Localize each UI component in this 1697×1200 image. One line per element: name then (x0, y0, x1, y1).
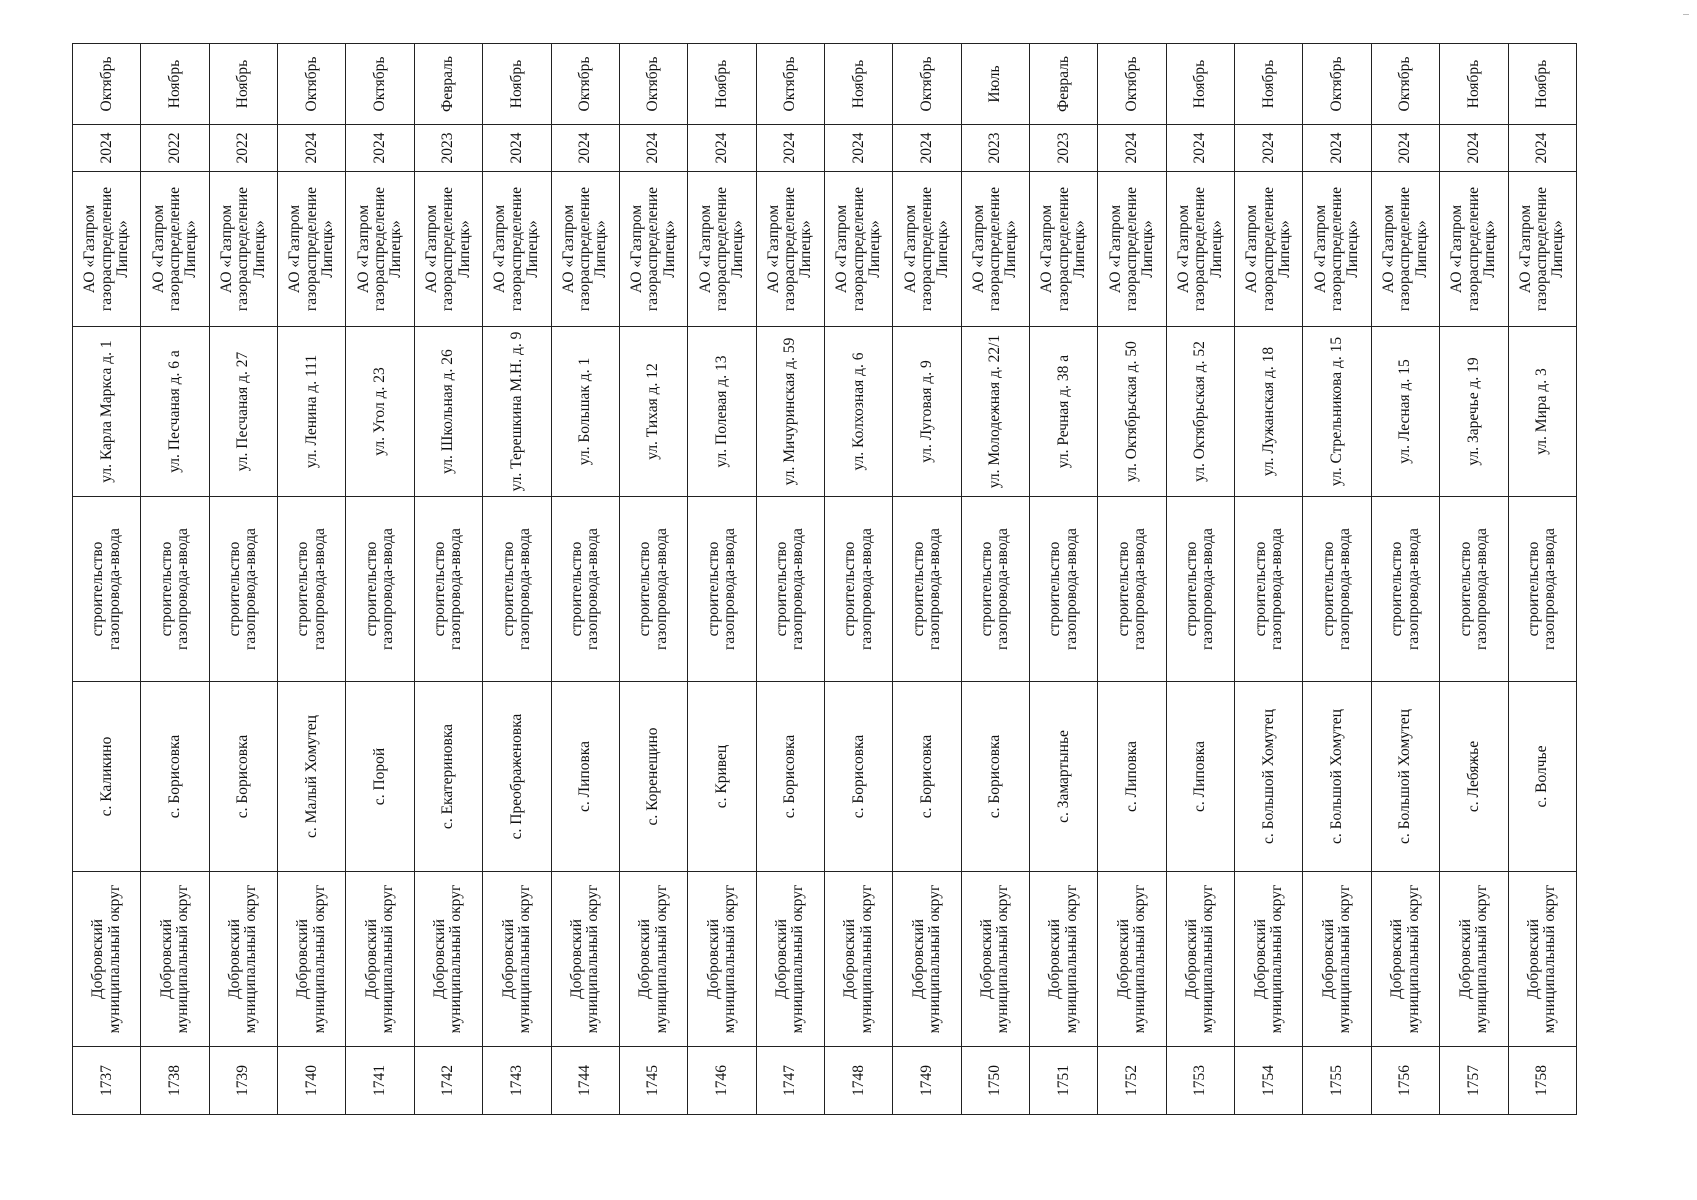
table-row (141, 44, 209, 1115)
address-cell: ул. Лесная д. 15 (1371, 327, 1439, 497)
table-row (1235, 44, 1303, 1115)
month-cell: Ноябрь (483, 44, 551, 125)
organization-cell: АО «Газпром газораспределение Липецк» (141, 172, 209, 327)
village-cell: с. Екатериновка (414, 682, 482, 872)
organization-cell: АО «Газпром газораспределение Липецк» (346, 172, 414, 327)
table-row (1098, 44, 1166, 1115)
village-cell: с. Большой Хомутец (1303, 682, 1371, 872)
work-type-cell: строительство газопровода-ввода (619, 497, 687, 682)
organization-cell: АО «Газпром газораспределение Липецк» (73, 172, 141, 327)
work-type-cell: строительство газопровода-ввода (1098, 497, 1166, 682)
village-cell: с. Борисовка (961, 682, 1029, 872)
district-cell: Добровский муниципальный округ (1508, 872, 1576, 1047)
month-cell: Ноябрь (1440, 44, 1508, 125)
address-cell: ул. Луговая д. 9 (893, 327, 961, 497)
district-cell: Добровский муниципальный округ (1235, 872, 1303, 1047)
table-row (1030, 44, 1098, 1115)
village-cell: с. Липовка (1166, 682, 1234, 872)
table-row (346, 44, 414, 1115)
work-type-cell: строительство газопровода-ввода (1235, 497, 1303, 682)
work-type-cell: строительство газопровода-ввода (73, 497, 141, 682)
address-cell: ул. Карла Маркса д. 1 (73, 327, 141, 497)
work-type-cell: строительство газопровода-ввода (961, 497, 1029, 682)
district-cell: Добровский муниципальный округ (551, 872, 619, 1047)
village-cell: с. Малый Хомутец (278, 682, 346, 872)
work-type-cell: строительство газопровода-ввода (1030, 497, 1098, 682)
district-cell: Добровский муниципальный округ (824, 872, 892, 1047)
address-cell: ул. Октябрьская д. 50 (1098, 327, 1166, 497)
address-cell: ул. Колхозная д. 6 (824, 327, 892, 497)
row-number-cell: 1740 (278, 1047, 346, 1115)
district-cell: Добровский муниципальный округ (619, 872, 687, 1047)
row-number-cell: 1744 (551, 1047, 619, 1115)
organization-cell: АО «Газпром газораспределение Липецк» (756, 172, 824, 327)
work-type-cell: строительство газопровода-ввода (141, 497, 209, 682)
address-cell: ул. Молодежная д. 22/1 (961, 327, 1029, 497)
row-number-cell: 1752 (1098, 1047, 1166, 1115)
address-cell: ул. Школьная д. 26 (414, 327, 482, 497)
village-cell: с. Борисовка (141, 682, 209, 872)
row-number-cell: 1750 (961, 1047, 1029, 1115)
district-cell: Добровский муниципальный округ (1098, 872, 1166, 1047)
year-cell: 2024 (824, 125, 892, 172)
month-cell: Ноябрь (688, 44, 756, 125)
table-row (824, 44, 892, 1115)
table-row (414, 44, 482, 1115)
address-cell: ул. Ленина д. 111 (278, 327, 346, 497)
address-cell: ул. Полевая д. 13 (688, 327, 756, 497)
village-cell: с. Борисовка (824, 682, 892, 872)
year-cell: 2023 (961, 125, 1029, 172)
table-row (1303, 44, 1371, 1115)
table-row (551, 44, 619, 1115)
year-cell: 2024 (1098, 125, 1166, 172)
district-cell: Добровский муниципальный округ (1440, 872, 1508, 1047)
month-cell: Октябрь (346, 44, 414, 125)
organization-cell: АО «Газпром газораспределение Липецк» (1508, 172, 1576, 327)
row-number-cell: 1738 (141, 1047, 209, 1115)
month-cell: Ноябрь (824, 44, 892, 125)
work-type-cell: строительство газопровода-ввода (209, 497, 277, 682)
year-cell: 2023 (414, 125, 482, 172)
work-type-cell: строительство газопровода-ввода (278, 497, 346, 682)
work-type-cell: строительство газопровода-ввода (1303, 497, 1371, 682)
village-cell: с. Преображеновка (483, 682, 551, 872)
work-type-cell: строительство газопровода-ввода (1508, 497, 1576, 682)
village-cell: с. Большой Хомутец (1371, 682, 1439, 872)
district-cell: Добровский муниципальный округ (141, 872, 209, 1047)
row-number-cell: 1754 (1235, 1047, 1303, 1115)
district-cell: Добровский муниципальный округ (73, 872, 141, 1047)
year-cell: 2024 (1166, 125, 1234, 172)
month-cell: Июль (961, 44, 1029, 125)
year-cell: 2024 (73, 125, 141, 172)
address-cell: ул. Терешкина М.Н. д. 9 (483, 327, 551, 497)
table-row (209, 44, 277, 1115)
table-row (1440, 44, 1508, 1115)
district-cell: Добровский муниципальный округ (483, 872, 551, 1047)
district-cell: Добровский муниципальный округ (1371, 872, 1439, 1047)
organization-cell: АО «Газпром газораспределение Липецк» (1030, 172, 1098, 327)
address-cell: ул. Мира д. 3 (1508, 327, 1576, 497)
gas-connection-table (72, 43, 1577, 1115)
row-number-cell: 1753 (1166, 1047, 1234, 1115)
work-type-cell: строительство газопровода-ввода (551, 497, 619, 682)
row-number-cell: 1749 (893, 1047, 961, 1115)
table-row (688, 44, 756, 1115)
work-type-cell: строительство газопровода-ввода (1166, 497, 1234, 682)
organization-cell: АО «Газпром газораспределение Липецк» (619, 172, 687, 327)
organization-cell: АО «Газпром газораспределение Липецк» (1098, 172, 1166, 327)
district-cell: Добровский муниципальный округ (1166, 872, 1234, 1047)
organization-cell: АО «Газпром газораспределение Липецк» (1303, 172, 1371, 327)
year-cell: 2024 (1508, 125, 1576, 172)
district-cell: Добровский муниципальный округ (1030, 872, 1098, 1047)
village-cell: с. Порой (346, 682, 414, 872)
month-cell: Октябрь (893, 44, 961, 125)
table-row (483, 44, 551, 1115)
organization-cell: АО «Газпром газораспределение Липецк» (483, 172, 551, 327)
work-type-cell: строительство газопровода-ввода (414, 497, 482, 682)
year-cell: 2024 (1303, 125, 1371, 172)
address-cell: ул. Лужанская д. 18 (1235, 327, 1303, 497)
year-cell: 2024 (619, 125, 687, 172)
organization-cell: АО «Газпром газораспределение Липецк» (1440, 172, 1508, 327)
month-cell: Ноябрь (1235, 44, 1303, 125)
table-row (73, 44, 141, 1115)
table-body (73, 44, 1577, 1115)
row-number-cell: 1739 (209, 1047, 277, 1115)
row-number-cell: 1742 (414, 1047, 482, 1115)
village-cell: с. Борисовка (209, 682, 277, 872)
row-number-cell: 1746 (688, 1047, 756, 1115)
year-cell: 2024 (278, 125, 346, 172)
month-cell: Ноябрь (209, 44, 277, 125)
year-cell: 2022 (141, 125, 209, 172)
table-row (1166, 44, 1234, 1115)
month-cell: Февраль (414, 44, 482, 125)
address-cell: ул. Мичуринская д. 59 (756, 327, 824, 497)
village-cell: с. Лебяжье (1440, 682, 1508, 872)
table-row (1371, 44, 1439, 1115)
work-type-cell: строительство газопровода-ввода (1440, 497, 1508, 682)
row-number-cell: 1747 (756, 1047, 824, 1115)
row-number-cell: 1758 (1508, 1047, 1576, 1115)
table-row (619, 44, 687, 1115)
work-type-cell: строительство газопровода-ввода (688, 497, 756, 682)
organization-cell: АО «Газпром газораспределение Липецк» (893, 172, 961, 327)
row-number-cell: 1756 (1371, 1047, 1439, 1115)
address-cell: ул. Песчаная д. 6 а (141, 327, 209, 497)
village-cell: с. Кривец (688, 682, 756, 872)
table-row (961, 44, 1029, 1115)
village-cell: с. Замартынье (1030, 682, 1098, 872)
row-number-cell: 1743 (483, 1047, 551, 1115)
work-type-cell: строительство газопровода-ввода (346, 497, 414, 682)
district-cell: Добровский муниципальный округ (688, 872, 756, 1047)
month-cell: Октябрь (1371, 44, 1439, 125)
year-cell: 2024 (346, 125, 414, 172)
work-type-cell: строительство газопровода-ввода (1371, 497, 1439, 682)
village-cell: с. Борисовка (756, 682, 824, 872)
work-type-cell: строительство газопровода-ввода (893, 497, 961, 682)
address-cell: ул. Тихая д. 12 (619, 327, 687, 497)
organization-cell: АО «Газпром газораспределение Липецк» (824, 172, 892, 327)
table-row (1508, 44, 1576, 1115)
month-cell: Ноябрь (1166, 44, 1234, 125)
row-number-cell: 1755 (1303, 1047, 1371, 1115)
year-cell: 2022 (209, 125, 277, 172)
year-cell: 2024 (483, 125, 551, 172)
village-cell: с. Волчье (1508, 682, 1576, 872)
address-cell: ул. Октябрьская д. 52 (1166, 327, 1234, 497)
year-cell: 2024 (688, 125, 756, 172)
district-cell: Добровский муниципальный округ (756, 872, 824, 1047)
district-cell: Добровский муниципальный округ (893, 872, 961, 1047)
year-cell: 2024 (1371, 125, 1439, 172)
row-number-cell: 1757 (1440, 1047, 1508, 1115)
year-cell: 2024 (756, 125, 824, 172)
village-cell: с. Борисовка (893, 682, 961, 872)
district-cell: Добровский муниципальный округ (209, 872, 277, 1047)
row-number-cell: 1748 (824, 1047, 892, 1115)
address-cell: ул. Большак д. 1 (551, 327, 619, 497)
month-cell: Ноябрь (141, 44, 209, 125)
year-cell: 2024 (551, 125, 619, 172)
month-cell: Октябрь (619, 44, 687, 125)
month-cell: Ноябрь (1508, 44, 1576, 125)
month-cell: Февраль (1030, 44, 1098, 125)
row-number-cell: 1751 (1030, 1047, 1098, 1115)
organization-cell: АО «Газпром газораспределение Липецк» (209, 172, 277, 327)
month-cell: Октябрь (278, 44, 346, 125)
organization-cell: АО «Газпром газораспределение Липецк» (1166, 172, 1234, 327)
organization-cell: АО «Газпром газораспределение Липецк» (1235, 172, 1303, 327)
organization-cell: АО «Газпром газораспределение Липецк» (551, 172, 619, 327)
address-cell: ул. Стрельникова д. 15 (1303, 327, 1371, 497)
organization-cell: АО «Газпром газораспределение Липецк» (1371, 172, 1439, 327)
year-cell: 2024 (1235, 125, 1303, 172)
month-cell: Октябрь (1098, 44, 1166, 125)
work-type-cell: строительство газопровода-ввода (756, 497, 824, 682)
table-row (756, 44, 824, 1115)
work-type-cell: строительство газопровода-ввода (483, 497, 551, 682)
village-cell: с. Каликино (73, 682, 141, 872)
row-number-cell: 1737 (73, 1047, 141, 1115)
month-cell: Октябрь (73, 44, 141, 125)
work-type-cell: строительство газопровода-ввода (824, 497, 892, 682)
address-cell: ул. Заречье д. 19 (1440, 327, 1508, 497)
table-row (893, 44, 961, 1115)
month-cell: Октябрь (1303, 44, 1371, 125)
address-cell: ул. Песчаная д. 27 (209, 327, 277, 497)
address-cell: ул. Речная д. 38 а (1030, 327, 1098, 497)
month-cell: Октябрь (756, 44, 824, 125)
scan-corner-mark (1683, 14, 1689, 15)
address-cell: ул. Угол д. 23 (346, 327, 414, 497)
village-cell: с. Липовка (1098, 682, 1166, 872)
organization-cell: АО «Газпром газораспределение Липецк» (688, 172, 756, 327)
table-row (278, 44, 346, 1115)
district-cell: Добровский муниципальный округ (961, 872, 1029, 1047)
district-cell: Добровский муниципальный округ (414, 872, 482, 1047)
year-cell: 2024 (1440, 125, 1508, 172)
organization-cell: АО «Газпром газораспределение Липецк» (961, 172, 1029, 327)
row-number-cell: 1741 (346, 1047, 414, 1115)
year-cell: 2023 (1030, 125, 1098, 172)
row-number-cell: 1745 (619, 1047, 687, 1115)
village-cell: с. Липовка (551, 682, 619, 872)
district-cell: Добровский муниципальный округ (1303, 872, 1371, 1047)
month-cell: Октябрь (551, 44, 619, 125)
district-cell: Добровский муниципальный округ (346, 872, 414, 1047)
organization-cell: АО «Газпром газораспределение Липецк» (278, 172, 346, 327)
village-cell: с. Коренещино (619, 682, 687, 872)
village-cell: с. Большой Хомутец (1235, 682, 1303, 872)
district-cell: Добровский муниципальный округ (278, 872, 346, 1047)
year-cell: 2024 (893, 125, 961, 172)
organization-cell: АО «Газпром газораспределение Липецк» (414, 172, 482, 327)
